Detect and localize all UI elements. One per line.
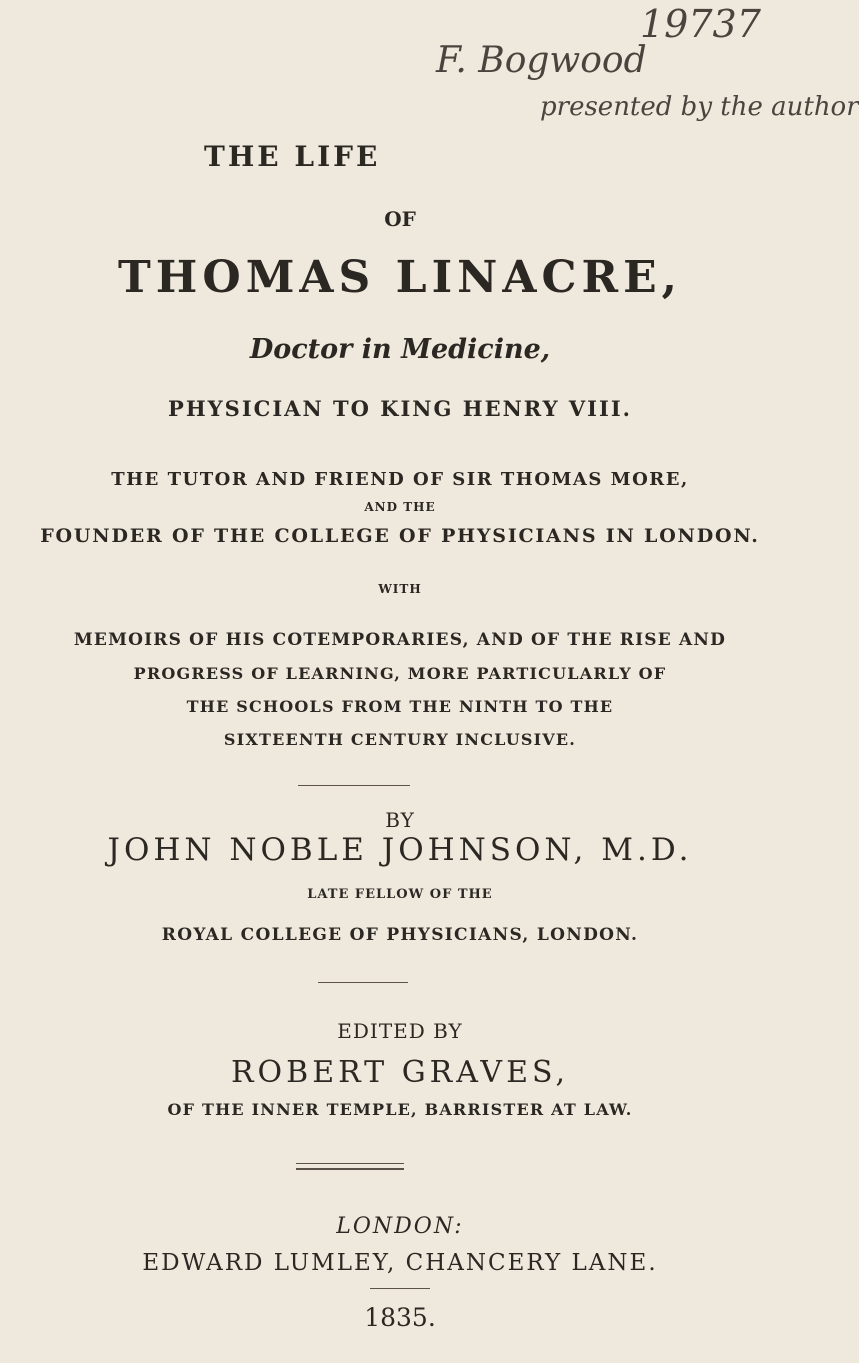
divider-3a: [296, 1163, 404, 1164]
handwritten-inscription-1: F. Bogwood: [436, 40, 647, 81]
memoirs-line-3: THE SCHOOLS FROM THE NINTH TO THE: [186, 697, 614, 716]
title-of: OF: [384, 207, 416, 231]
subject-relation: THE TUTOR AND FRIEND OF SIR THOMAS MORE,: [111, 469, 689, 490]
imprint-city: LONDON:: [336, 1214, 464, 1239]
imprint-year: 1835.: [364, 1303, 436, 1332]
editor-edited-by: EDITED BY: [337, 1019, 463, 1043]
title-the-life: THE LIFE: [204, 140, 381, 173]
divider-4: [370, 1288, 430, 1289]
author-by: BY: [385, 808, 415, 832]
subject-name: THOMAS LINACRE,: [118, 252, 682, 303]
memoirs-line-1: MEMOIRS OF HIS COTEMPORARIES, AND OF THE RISE AND: [73, 630, 727, 650]
and-the: AND THE: [364, 500, 436, 514]
founder-line: FOUNDER OF THE COLLEGE OF PHYSICIANS IN LONDON.: [40, 525, 760, 547]
handwritten-number: 19737: [640, 2, 761, 46]
author-name: JOHN NOBLE JOHNSON, M.D.: [107, 832, 693, 868]
author-credential-2: ROYAL COLLEGE OF PHYSICIANS, LONDON.: [161, 925, 639, 945]
author-credential-1: LATE FELLOW OF THE: [307, 887, 493, 902]
editor-credential: OF THE INNER TEMPLE, BARRISTER AT LAW.: [167, 1100, 633, 1119]
memoirs-line-2: PROGRESS OF LEARNING, MORE PARTICULARLY OF: [133, 664, 667, 683]
imprint-publisher: EDWARD LUMLEY, CHANCERY LANE.: [142, 1250, 658, 1276]
subject-degree: Doctor in Medicine,: [249, 334, 551, 365]
memoirs-with: WITH: [378, 582, 422, 596]
divider-3b: [296, 1168, 404, 1170]
subject-position: PHYSICIAN TO KING HENRY VIII.: [168, 396, 632, 421]
memoirs-line-4: SIXTEENTH CENTURY INCLUSIVE.: [223, 730, 577, 749]
divider-2: [318, 982, 408, 983]
handwritten-inscription-2: presented by the author: [540, 92, 859, 122]
editor-name: ROBERT GRAVES,: [230, 1055, 570, 1090]
divider-1: [298, 785, 410, 786]
